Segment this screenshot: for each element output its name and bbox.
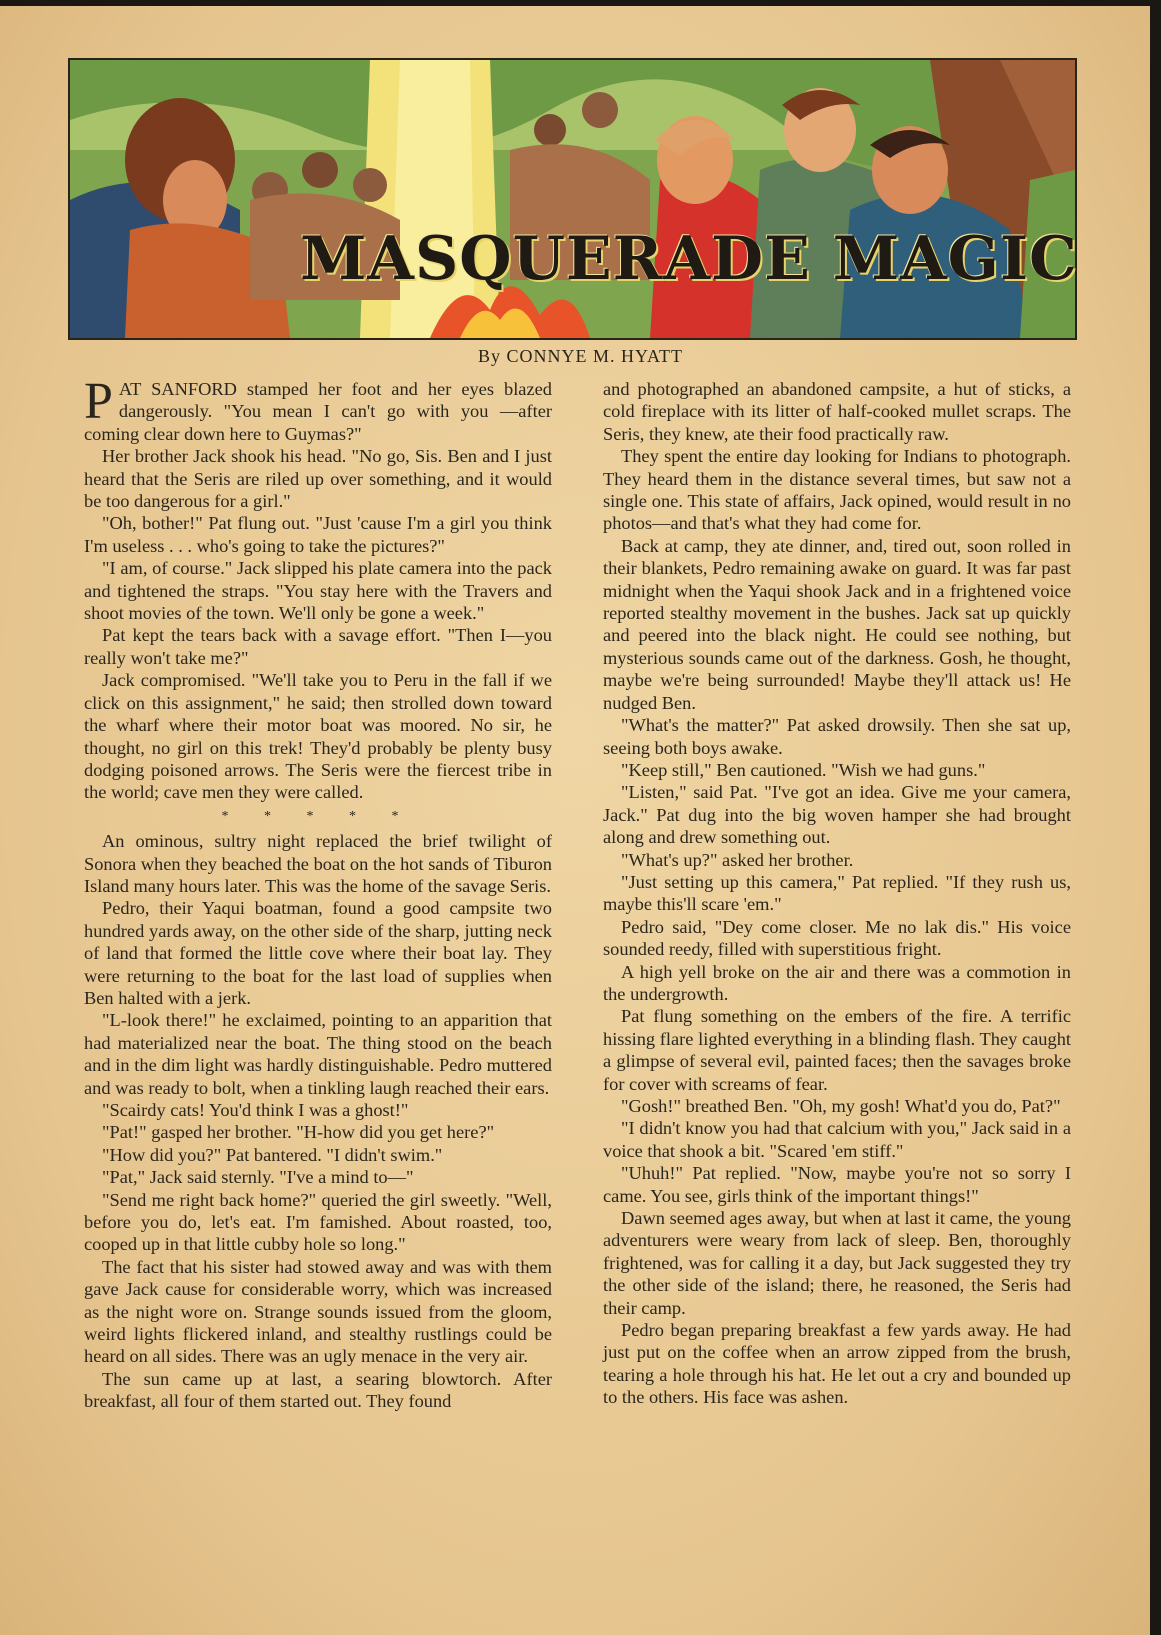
paragraph: "Send me right back home?" queried the girl sweetly. "Well, before you do, let's eat. I'm famished. About roasted, too, cooped up in that little cubby hole so long." — [84, 1189, 552, 1255]
paragraph: The fact that his sister had stowed away and was with them gave Jack cause for considerable worry, which was increased as the night wore on. Strange sounds issued from the gloom, weird lights flickered inland, and stealthy rustlings could be heard on all sides. There was an ugly menace in the very air. — [84, 1256, 552, 1367]
paragraph: Pat flung something on the embers of the fire. A terrific hissing flare lighted everything in a blinding flash. They caught a glimpse of several evil, painted faces; then the savages broke for cover with screams of fear. — [603, 1006, 1071, 1094]
paragraph: A high yell broke on the air and there was a commotion in the undergrowth. — [603, 961, 1071, 1004]
paragraph: "I didn't know you had that calcium with you," Jack said in a voice that shook a bit. "Scared 'em stiff." — [603, 1118, 1071, 1161]
story-title: MASQUERADE MAGIC — [300, 224, 1078, 294]
paragraph: "Uhuh!" Pat replied. "Now, maybe you're not so sorry I came. You see, girls think of the important things!" — [603, 1163, 1071, 1206]
magazine-page — [0, 6, 1150, 1635]
paragraph: "Pat!" gasped her brother. "H-how did you get here?" — [102, 1122, 495, 1143]
paragraph: They spent the entire day looking for Indians to photograph. They heard them in the distance several times, but saw not a single one. This state of affairs, Jack opined, would result in no photos—and that's what they had come for. — [603, 446, 1071, 534]
paragraph: and photographed an abandoned campsite, a hut of sticks, a cold fireplace with its litter of half-cooked mullet scraps. The Seris, they knew, ate their food practically raw. — [603, 379, 1071, 444]
paragraph: Pedro began preparing breakfast a few yards away. He had just put on the coffee when an arrow zipped from the brush, tearing a hole through his hat. He let out a cry and bounded up to the others. His face was ashen. — [603, 1320, 1071, 1408]
opening-paragraph — [84, 373, 552, 445]
story-illustration — [68, 58, 1077, 340]
paragraph: Jack compromised. "We'll take you to Peru in the fall if we click on this assignment," he said; then strolled down toward the wharf where their motor boat was moored. No sir, he thought, no girl on this trek! They'd probably be plenty busy dodging poisoned arrows. The Seris were the fiercest tribe in the world; cave men they were called. — [84, 670, 552, 803]
paragraph: "Keep still," Ben cautioned. "Wish we had guns." — [621, 759, 986, 780]
paragraph: "Oh, bother!" Pat flung out. "Just 'cause I'm a girl you think I'm useless . . . who's going to take the pictures?" — [84, 513, 552, 556]
left-column — [84, 373, 552, 1413]
paragraph: "What's the matter?" Pat asked drowsily. Then she sat up, seeing both boys awake. — [603, 715, 1071, 758]
paragraph: Her brother Jack shook his head. "No go, Sis. Ben and I just heard that the Seris are riled up over something, and it would be too dangerous for a girl." — [84, 446, 552, 512]
paragraph: Pat kept the tears back with a savage effort. "Then I—you really won't take me?" — [84, 625, 552, 668]
paragraph: "Gosh!" breathed Ben. "Oh, my gosh! What'd you do, Pat?" — [621, 1096, 1061, 1116]
paragraph: "Scairdy cats! You'd think I was a ghost!" — [102, 1100, 409, 1120]
paragraph: The sun came up at last, a searing blowtorch. After breakfast, all four of them started out. They found — [84, 1368, 552, 1412]
byline: By CONNYE M. HYATT — [477, 346, 683, 366]
drop-cap: P — [84, 373, 113, 430]
paragraph: "Just setting up this camera," Pat replied. "If they rush us, maybe this'll scare 'em." — [603, 871, 1071, 915]
paragraph: Pedro said, "Dey come closer. Me no lak dis." His voice sounded reedy, filled with superstitious fright. — [603, 916, 1071, 960]
paragraph-text: AT SANFORD stamped her foot and her eyes blazed dangerously. "You mean I can't go with you —after coming clear down here to Guymas?" — [84, 379, 552, 444]
paragraph: "What's up?" asked her brother. — [621, 849, 854, 870]
paragraph: An ominous, sultry night replaced the brief twilight of Sonora when they beached the boat on the hot sands of Tiburon Island many hours later. This was the home of the savage Seris. — [84, 831, 552, 896]
section-break: * * * * * — [221, 808, 415, 824]
paragraph: "Listen," said Pat. "I've got an idea. Give me your camera, Jack." Pat dug into the big woven hamper she had brought along and drew something out. — [603, 782, 1071, 848]
campfire-scene-image — [70, 60, 1078, 338]
right-column — [603, 378, 1071, 1409]
paragraph: "L-look there!" he exclaimed, pointing to an apparition that had materialized near the boat. The thing stood on the beach and in the dim light was hardly distinguishable. Pedro muttered and was ready to bolt, when a tinkling laugh reached their ears. — [84, 1010, 552, 1098]
paragraph: Pedro, their Yaqui boatman, found a good campsite two hundred yards away, on the other side of the sharp, jutting neck of land that formed the little cove where their boat lay. They were returning to the boat for the last load of supplies when Ben halted with a jerk. — [84, 898, 552, 1008]
paragraph: "How did you?" Pat bantered. "I didn't swim." — [102, 1144, 443, 1165]
paragraph: "I am, of course." Jack slipped his plate camera into the pack and tightened the straps. "You stay here with the Travers and shoot movies of the town. We'll only be gone a week." — [84, 558, 552, 624]
paragraph: Back at camp, they ate dinner, and, tired out, soon rolled in their blankets, Pedro remaining awake on guard. It was far past midnight when the Yaqui shook Jack and in a frightened voice reported stealthy movement in the bushes. Jack sat up quickly and peered into the black night. He could see nothing, but mysterious sounds came out of the darkness. Gosh, he thought, maybe we're being surrounded! Maybe they'll attack us! He nudged Ben. — [603, 535, 1071, 713]
paragraph: "Pat," Jack said sternly. "I've a mind to—" — [102, 1167, 414, 1188]
paragraph: Dawn seemed ages away, but when at last it came, the young adventurers were weary from lack of sleep. Ben, thoroughly frightened, was for calling it a day, but Jack suggested they try the other side of the island; there, he reasoned, the Seris had their camp. — [603, 1208, 1071, 1318]
